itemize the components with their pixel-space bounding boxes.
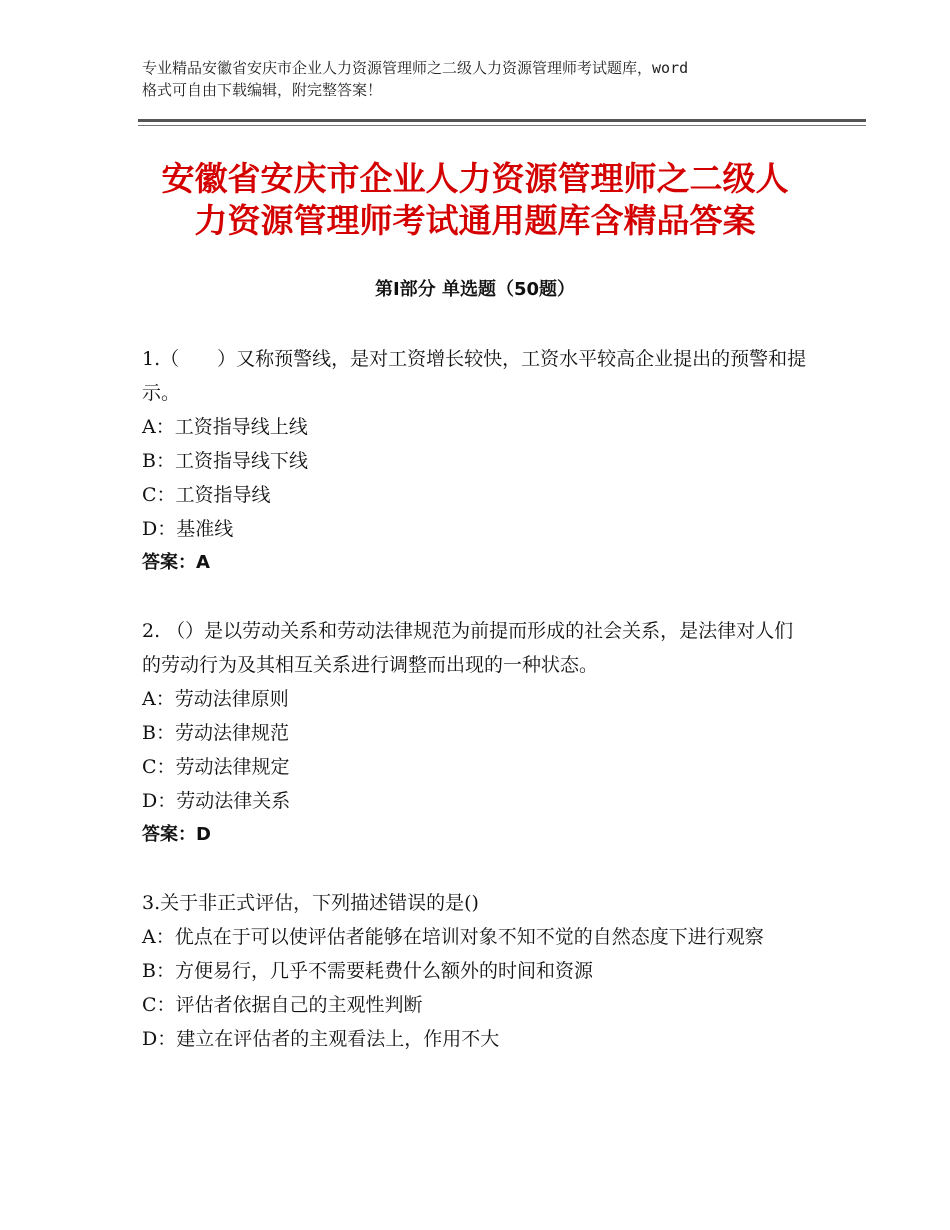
option-b: B：劳动法律规范 [142,722,289,744]
section-title: 第Ⅰ部分 单选题（50题） [374,279,575,300]
question-1 [142,342,812,580]
header-rule-thick [138,119,866,122]
document-title-line-1: 安徽省安庆市企业人力资源管理师之二级人 [161,159,789,198]
question-stem: 2. （）是以劳动关系和劳动法律规范为前提而形成的社会关系，是法律对人们的劳动行为及其相互关系进行调整而出现的一种状态。 [142,620,794,676]
question-2 [142,614,812,852]
option-d: D：基准线 [142,518,234,540]
option-c: C：劳动法律规定 [142,756,290,778]
option-b: B：工资指导线下线 [142,450,308,472]
document-title-line-2: 力资源管理师考试通用题库含精品答案 [194,201,756,240]
question-stem: 1.（ ）又称预警线，是对工资增长较快，工资水平较高企业提出的预警和提示。 [142,348,807,404]
header-note [142,57,822,101]
answer: 答案：A [142,552,210,573]
header-note-line-2: 格式可自由下载编辑，附完整答案！ [142,81,383,99]
answer: 答案：D [142,824,211,845]
option-a: A：优点在于可以使评估者能够在培训对象不知不觉的自然态度下进行观察 [142,926,764,948]
option-a: A：工资指导线上线 [142,416,308,438]
option-a: A：劳动法律原则 [142,688,289,710]
option-c: C：工资指导线 [142,484,271,506]
question-list [142,342,812,1090]
header-rule-thin [138,125,866,126]
header-note-line-1: 专业精品安徽省安庆市企业人力资源管理师之二级人力资源管理师考试题库，word [142,59,689,77]
question-3 [142,886,812,1056]
document-title [120,158,830,242]
option-c: C：评估者依据自己的主观性判断 [142,994,423,1016]
option-b: B：方便易行，几乎不需要耗费什么额外的时间和资源 [142,960,593,982]
question-stem: 3.关于非正式评估，下列描述错误的是() [142,892,479,914]
option-d: D：建立在评估者的主观看法上，作用不大 [142,1028,500,1050]
option-d: D：劳动法律关系 [142,790,291,812]
